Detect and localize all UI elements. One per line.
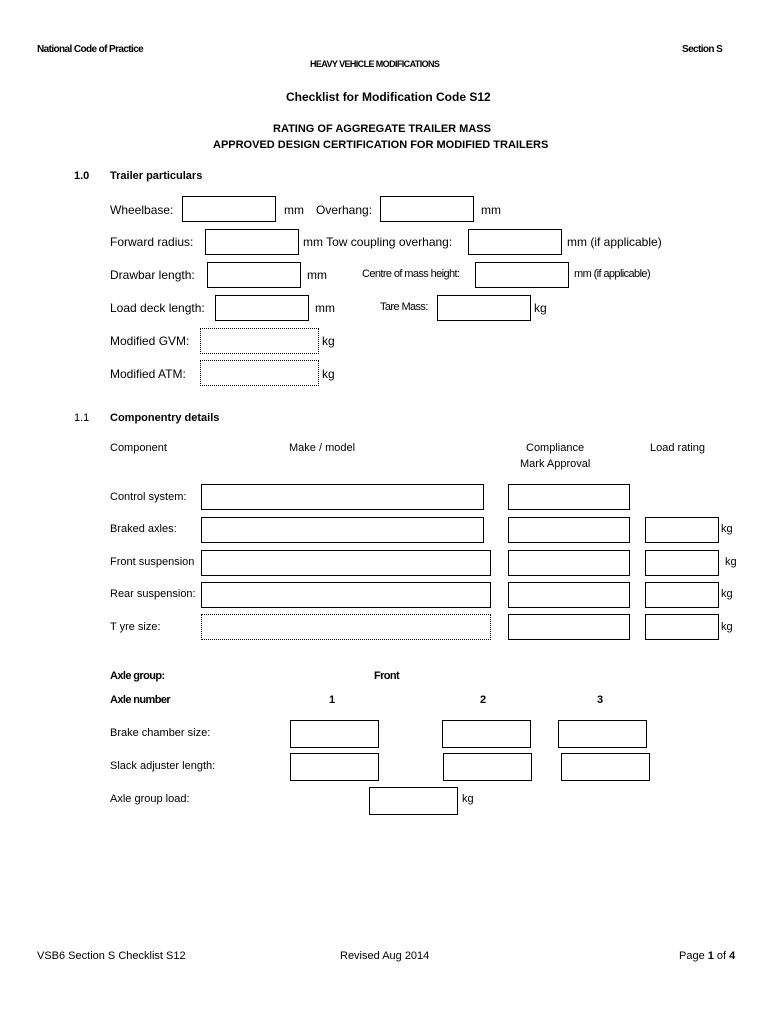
axle-group-load-unit: kg bbox=[462, 793, 474, 805]
load-deck-field[interactable] bbox=[215, 295, 309, 321]
wheelbase-field[interactable] bbox=[182, 196, 276, 222]
brake-chamber-axle3-field[interactable] bbox=[558, 720, 647, 748]
header-right: Section S bbox=[682, 44, 723, 55]
subtitle-1: RATING OF AGGREGATE TRAILER MASS bbox=[273, 123, 491, 135]
tow-coupling-label: mm Tow coupling overhang: bbox=[303, 235, 453, 249]
forward-radius-label: Forward radius: bbox=[110, 235, 194, 249]
drawbar-unit: mm bbox=[307, 268, 327, 282]
axle-number-label: Axle number bbox=[110, 694, 171, 706]
section-title: Componentry details bbox=[110, 412, 220, 424]
component-label: Control system: bbox=[110, 491, 187, 503]
load-unit: kg bbox=[721, 588, 733, 600]
overhang-unit: mm bbox=[481, 203, 501, 217]
tyre-size-make-field[interactable] bbox=[201, 614, 491, 640]
load-unit: kg bbox=[725, 556, 737, 568]
tow-coupling-field[interactable] bbox=[468, 229, 562, 255]
brake-chamber-axle1-field[interactable] bbox=[290, 720, 379, 748]
gvm-field[interactable] bbox=[200, 328, 319, 354]
load-unit: kg bbox=[721, 523, 733, 535]
col-compliance-2: Mark Approval bbox=[520, 458, 591, 470]
tyre-size-load-field[interactable] bbox=[645, 614, 719, 640]
header-left: National Code of Practice bbox=[37, 44, 144, 55]
gvm-label: Modified GVM: bbox=[110, 334, 190, 348]
control-system-compliance-field[interactable] bbox=[508, 484, 630, 510]
page-prefix: Page bbox=[679, 950, 708, 962]
component-label: Braked axles: bbox=[110, 523, 177, 535]
rear-suspension-load-field[interactable] bbox=[645, 582, 719, 608]
page-total: 4 bbox=[729, 950, 736, 962]
tare-unit: kg bbox=[534, 301, 547, 315]
tow-coupling-unit: mm (if applicable) bbox=[567, 235, 662, 249]
col-component: Component bbox=[110, 442, 167, 454]
braked-axles-load-field[interactable] bbox=[645, 517, 719, 543]
wheelbase-label: Wheelbase: bbox=[110, 203, 174, 217]
col-compliance: Compliance bbox=[526, 442, 585, 454]
drawbar-field[interactable] bbox=[207, 262, 301, 288]
braked-axles-make-field[interactable] bbox=[201, 517, 484, 543]
brake-chamber-axle2-field[interactable] bbox=[442, 720, 531, 748]
axle-group-load-field[interactable] bbox=[369, 787, 458, 815]
front-suspension-load-field[interactable] bbox=[645, 550, 719, 576]
load-unit: kg bbox=[721, 621, 733, 633]
component-label: Front suspension bbox=[110, 556, 195, 568]
component-label: T yre size: bbox=[110, 621, 161, 633]
axle-number-1: 1 bbox=[329, 694, 336, 706]
section-title: Trailer particulars bbox=[110, 170, 203, 182]
braked-axles-compliance-field[interactable] bbox=[508, 517, 630, 543]
axle-number-3: 3 bbox=[597, 694, 604, 706]
com-field[interactable] bbox=[475, 262, 569, 288]
forward-radius-field[interactable] bbox=[205, 229, 299, 255]
footer-center: Revised Aug 2014 bbox=[340, 950, 430, 962]
com-unit: mm (if applicable) bbox=[574, 268, 651, 280]
subtitle-2: APPROVED DESIGN CERTIFICATION FOR MODIFIED TRAILERS bbox=[213, 139, 549, 151]
rear-suspension-make-field[interactable] bbox=[201, 582, 491, 608]
slack-adjuster-axle3-field[interactable] bbox=[561, 753, 650, 781]
atm-field[interactable] bbox=[200, 360, 319, 386]
col-load-rating: Load rating bbox=[650, 442, 706, 454]
col-make-model: Make / model bbox=[289, 442, 356, 454]
footer-left: VSB6 Section S Checklist S12 bbox=[37, 950, 186, 962]
overhang-label: Overhang: bbox=[316, 203, 373, 217]
drawbar-label: Drawbar length: bbox=[110, 268, 195, 282]
axle-group-load-label: Axle group load: bbox=[110, 793, 190, 805]
tare-field[interactable] bbox=[437, 295, 531, 321]
page-of: of bbox=[713, 950, 730, 962]
front-suspension-compliance-field[interactable] bbox=[508, 550, 630, 576]
page-number bbox=[679, 950, 735, 962]
axle-group-label: Axle group: bbox=[110, 670, 165, 682]
rear-suspension-compliance-field[interactable] bbox=[508, 582, 630, 608]
slack-adjuster-label: Slack adjuster length: bbox=[110, 760, 216, 772]
front-suspension-make-field[interactable] bbox=[201, 550, 491, 576]
tyre-size-compliance-field[interactable] bbox=[508, 614, 630, 640]
brake-chamber-label: Brake chamber size: bbox=[110, 727, 211, 739]
axle-group-value: Front bbox=[374, 670, 400, 682]
header-center: HEAVY VEHICLE MODIFICATIONS bbox=[310, 59, 440, 69]
gvm-unit: kg bbox=[322, 334, 335, 348]
component-label: Rear suspension: bbox=[110, 588, 196, 600]
tare-label: Tare Mass: bbox=[380, 301, 428, 313]
axle-number-2: 2 bbox=[480, 694, 487, 706]
load-deck-unit: mm bbox=[315, 301, 335, 315]
overhang-field[interactable] bbox=[380, 196, 474, 222]
load-deck-label: Load deck length: bbox=[110, 301, 205, 315]
page-current: 1 bbox=[707, 950, 714, 962]
wheelbase-unit: mm bbox=[284, 203, 304, 217]
control-system-make-field[interactable] bbox=[201, 484, 484, 510]
section-number: 1.0 bbox=[74, 170, 90, 182]
section-number: 1.1 bbox=[74, 412, 90, 424]
page-title: Checklist for Modification Code S12 bbox=[286, 90, 491, 104]
com-label: Centre of mass height: bbox=[362, 268, 460, 280]
atm-label: Modified ATM: bbox=[110, 367, 186, 381]
slack-adjuster-axle1-field[interactable] bbox=[290, 753, 379, 781]
atm-unit: kg bbox=[322, 367, 335, 381]
slack-adjuster-axle2-field[interactable] bbox=[443, 753, 532, 781]
